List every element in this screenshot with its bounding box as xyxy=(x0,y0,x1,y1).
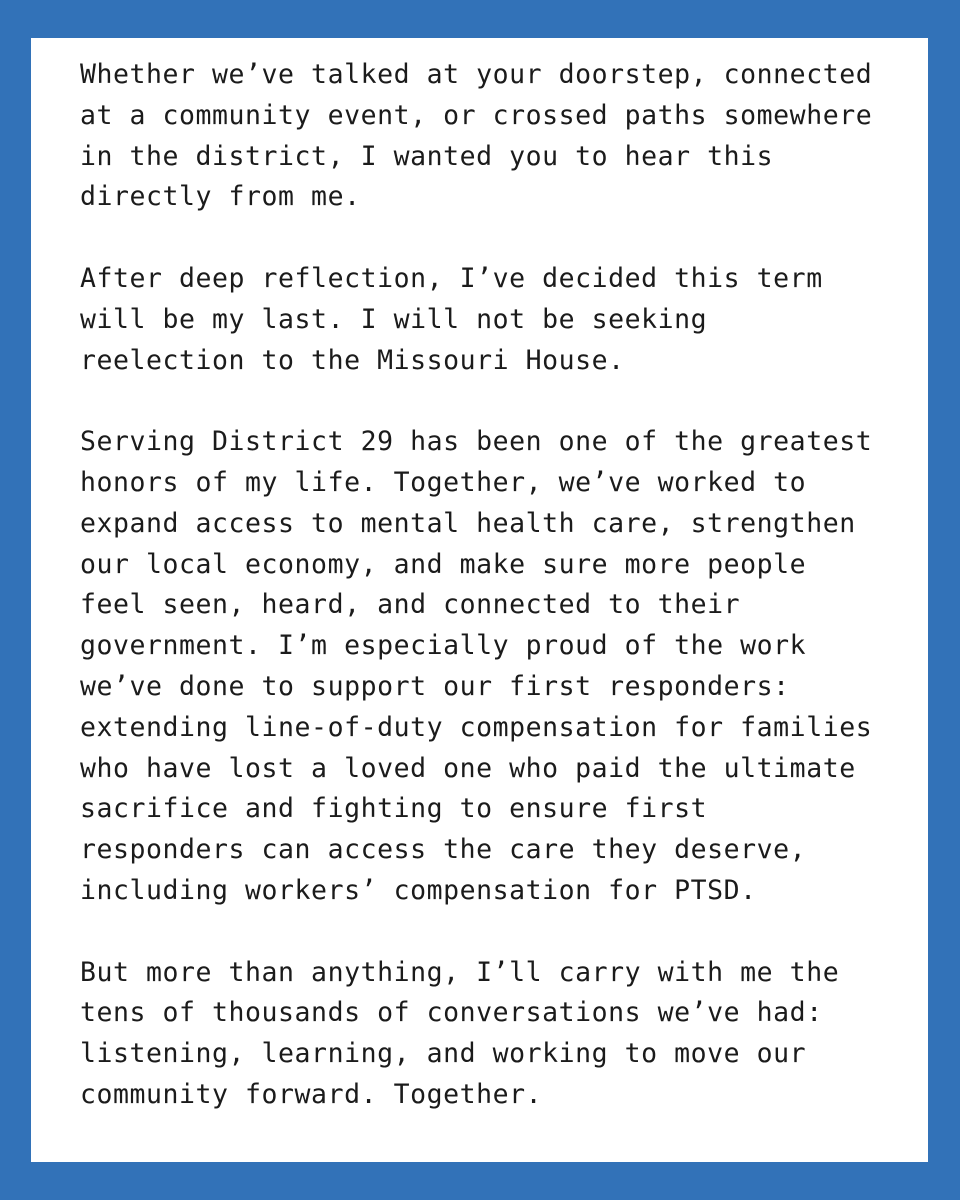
letter-paragraph-3: Serving District 29 has been one of the greatest honors of my life. Together, we’ve worked to expand access to mental health care, strengthen our local economy, and make sure more people feel seen, heard, and connected to their government. I’m especially proud of the work we’ve done to support our first responders: extending line-of-duty compensation for families who have lost a loved one who paid the ultimate sacrifice and fighting to ensure first responders can access the care they deserve, including workers’ compensation for PTSD. xyxy=(80,426,873,906)
paragraph-spacer xyxy=(80,218,928,259)
letter-paragraph-4: But more than anything, I’ll carry with me the tens of thousands of conversations we’ve had: listening, learning, and working to move our community forward. Together. xyxy=(80,956,840,1110)
letter-card xyxy=(31,38,928,1162)
paragraph-spacer xyxy=(80,381,928,422)
letter-paragraph-2: After deep reflection, I’ve decided this term will be my last. I will not be seeking reelection to the Missouri House. xyxy=(80,262,823,376)
letter-paragraph-1: Whether we’ve talked at your doorstep, connected at a community event, or crossed paths somewhere in the district, I wanted you to hear this directly from me. xyxy=(80,59,873,213)
paragraph-spacer xyxy=(80,912,928,953)
